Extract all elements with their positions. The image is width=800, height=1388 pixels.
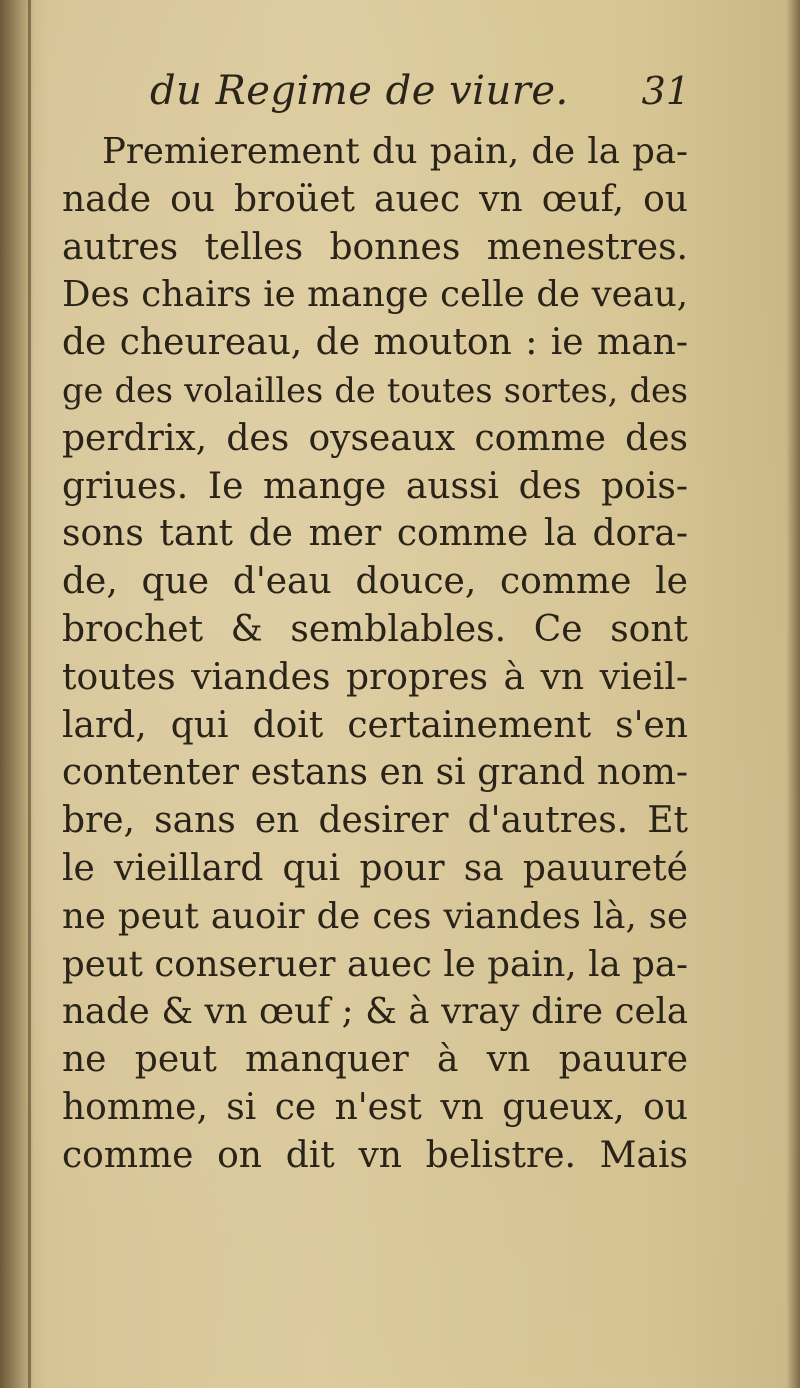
text-line: nade & vn œuf ; & à vray dire cela	[62, 991, 688, 1033]
text-line: de, que d'eau douce, comme le	[62, 561, 688, 603]
text-line: perdrix, des oyseaux comme des	[62, 417, 688, 459]
text-line: griues. Ie mange aussi des pois-	[62, 465, 688, 507]
page-number: 31	[641, 69, 690, 113]
text-line: de cheureau, de mouton : ie man-	[62, 322, 688, 364]
text-line: sons tant de mer comme la dora-	[62, 513, 688, 555]
text-line: nade ou broüet auec vn œuf, ou	[62, 178, 688, 220]
text-line: ne peut auoir de ces viandes là, se	[62, 895, 688, 937]
text-line: bre, sans en desirer d'autres. Et	[62, 800, 688, 842]
text-line: Premierement du pain, de la pa-	[102, 131, 688, 172]
text-line: ne peut manquer à vn pauure	[62, 1039, 688, 1081]
text-line: peut conseruer auec le pain, la pa-	[62, 943, 688, 985]
text-line: Des chairs ie mange celle de veau,	[62, 274, 688, 316]
text-line: comme on dit vn belistre. Mais	[62, 1134, 688, 1176]
text-line: contenter estans en si grand nom-	[62, 752, 688, 794]
text-line: homme, si ce n'est vn gueux, ou	[62, 1086, 688, 1128]
running-head-title: du Regime de viure.	[150, 68, 569, 114]
running-head	[150, 68, 690, 114]
binding-edge-line	[28, 0, 31, 1388]
text-line: toutes viandes propres à vn vieil-	[62, 656, 688, 698]
text-line: lard, qui doit certainement s'en	[62, 704, 688, 746]
text-line: ge des volailles de toutes sortes, des	[62, 370, 688, 410]
text-line: le vieillard qui pour sa pauureté	[62, 847, 688, 889]
text-line: autres telles bonnes menestres.	[62, 226, 688, 268]
text-line: brochet & semblables. Ce sont	[62, 608, 688, 650]
page-edge-shadow	[786, 0, 800, 1388]
body-text	[62, 128, 688, 1180]
